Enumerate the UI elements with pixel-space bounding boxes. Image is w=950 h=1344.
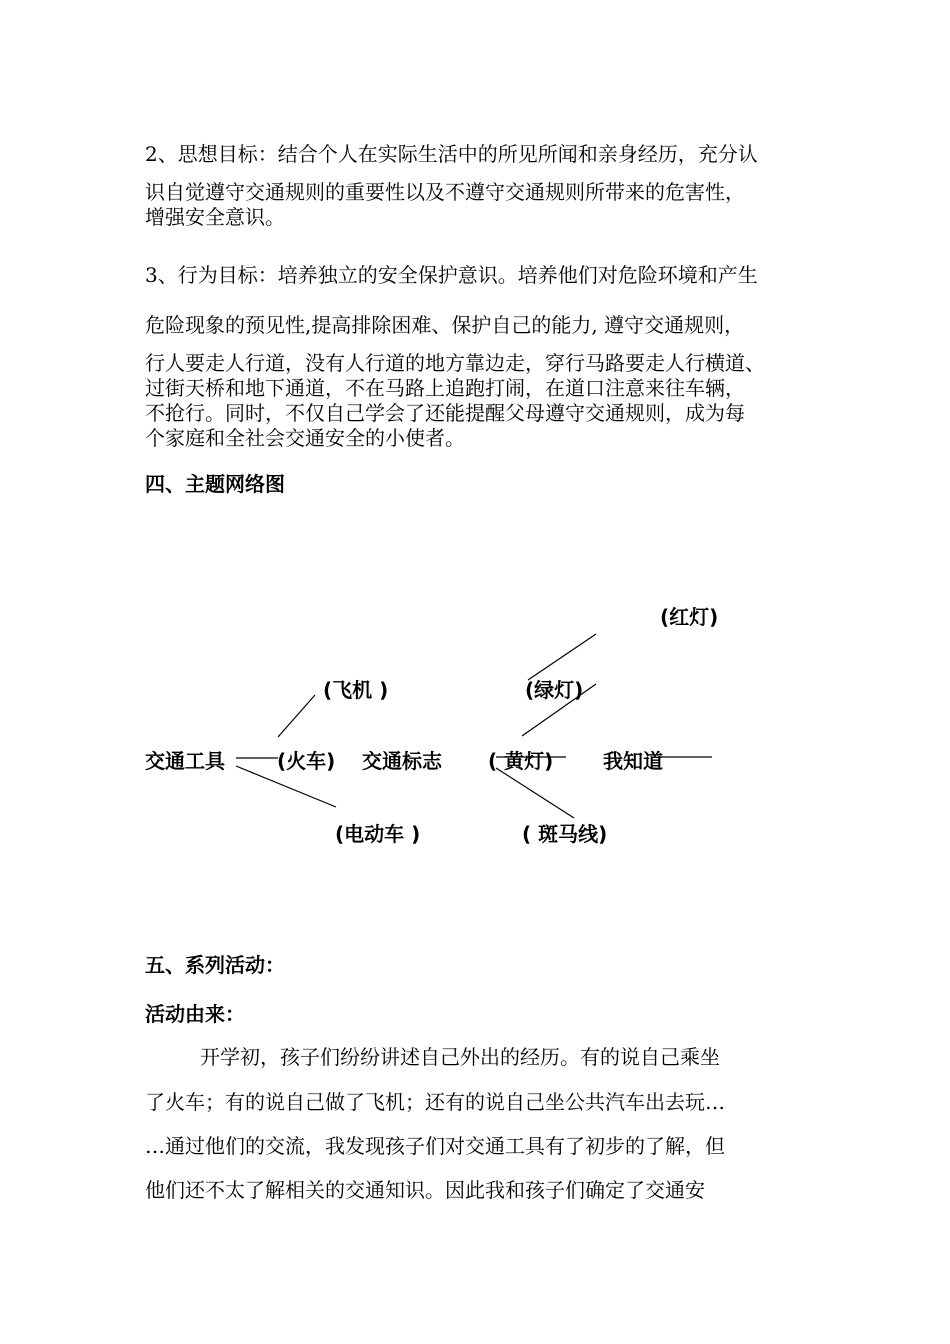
node-transport: 交通工具 — [145, 749, 225, 773]
origin-paragraph-line-2: 了火车；有的说自己做了飞机；还有的说自己坐公共汽车出去玩… — [145, 1090, 725, 1114]
node-red-light: (红灯) — [660, 605, 719, 629]
node-yellow-light: ( 黄灯) — [488, 749, 554, 773]
behavior-goal-line-4: 过街天桥和地下通道，不在马路上追跑打闹，在道口注意来往车辆， — [145, 376, 745, 400]
behavior-goal-line-3: 行人要走人行道，没有人行道的地方靠边走，穿行马路要走人行横道、 — [145, 351, 765, 375]
node-zebra: ( 斑马线) — [522, 822, 608, 846]
thought-goal-line-3: 增强安全意识。 — [145, 205, 285, 229]
node-plane: (飞机 ) — [323, 678, 389, 702]
behavior-goal-line-1: 3、行为目标：培养独立的安全保护意识。培养他们对危险环境和产生 — [145, 263, 758, 287]
thought-goal-line-2: 识自觉遵守交通规则的重要性以及不遵守交通规则所带来的危害性， — [145, 180, 745, 204]
behavior-goal-line-2: 危险现象的预见性,提高排除困难、保护自己的能力, 遵守交通规则， — [145, 313, 745, 337]
origin-paragraph-line-3: …通过他们的交流，我发现孩子们对交通工具有了初步的了解，但 — [145, 1134, 725, 1158]
behavior-goal-line-5: 不抢行。同时，不仅自己学会了还能提醒父母遵守交通规则，成为每 — [145, 401, 745, 425]
section5-subheading: 活动由来： — [145, 1002, 245, 1026]
section4-heading: 四、主题网络图 — [145, 472, 285, 496]
line-train-plane — [278, 695, 315, 737]
node-ebike: (电动车 ) — [335, 822, 421, 846]
origin-paragraph-line-1: 开学初，孩子们纷纷讲述自己外出的经历。有的说自己乘坐 — [200, 1045, 720, 1069]
behavior-goal-line-6: 个家庭和全社会交通安全的小使者。 — [145, 426, 465, 450]
node-signs: 交通标志 — [362, 749, 442, 773]
line-yellow-zebra — [496, 768, 574, 818]
node-green-light: (绿灯) — [525, 678, 584, 702]
section5-heading: 五、系列活动： — [145, 953, 285, 977]
node-i-know: 我知道 — [603, 749, 663, 773]
node-train: (火车) — [277, 749, 336, 773]
thought-goal-line-1: 2、思想目标：结合个人在实际生活中的所见所闻和亲身经历，充分认 — [145, 142, 758, 166]
origin-paragraph-line-4: 他们还不太了解相关的交通知识。因此我和孩子们确定了交通安 — [145, 1178, 705, 1202]
